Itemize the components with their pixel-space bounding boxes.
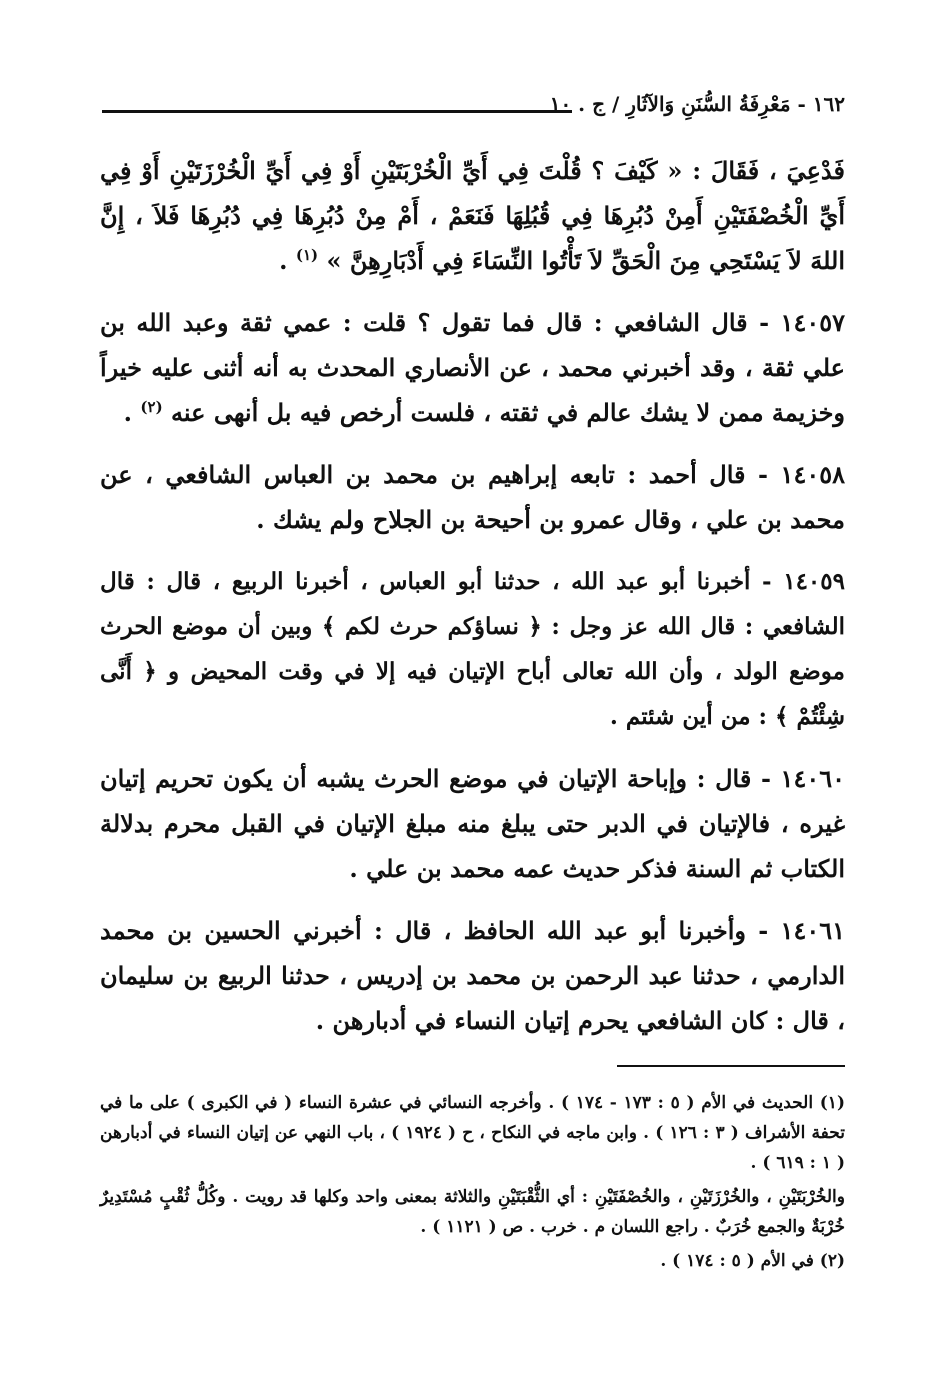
paragraph: [100, 300, 845, 435]
main-text: [100, 148, 845, 1060]
paragraph-tail: .: [123, 398, 141, 427]
footnote: (١) الحديث في الأم ( ٥ : ١٧٣ - ١٧٤ ) . وأخرجه النسائي في عشرة النساء ( في الكبرى ) على ما في تحفة الأشراف ( ٣ : ١٢٦ ) . وابن ماجه في النكاح ، ح ( ١٩٢٤ ) ، باب النهي عن إتيان النساء في أدبارهن ( ١ : ٦١٩ ) .: [100, 1093, 845, 1173]
paragraph-text: فَدْعِيَ ، فَقَالَ : « كَيْفَ ؟ قُلْتَ فِي أَيِّ الْخُرْبَتَيْنِ أَوْ فِي أَيِّ الْخُرْزَتَيْنِ أَوْ فِي أَيِّ الْخُصْفَتَيْنِ أَمِنْ دُبُرِهَا فِي قُبُلِهَا فَنَعَمْ ، أَمْ مِنْ دُبُرِهَا فِي دُبُرِهَا فَلاَ ، إِنَّ اللهَ لاَ يَسْتَحِي مِنَ الْحَقِّ لاَ تَأْتُوا النِّسَاءَ فِي أَدْبَارِهِنَّ »: [100, 156, 845, 275]
paragraph: [100, 452, 845, 542]
footnote-rule: [617, 1065, 845, 1067]
paragraph-text: ١٤٠٦٠ - قال : وإباحة الإتيان في موضع الحرث يشبه أن يكون تحريم إتيان غيره ، فالإتيان في الدبر حتى يبلغ منه مبلغ الإتيان في القبل محرم بدلالة الكتاب ثم السنة فذكر حديث عمه محمد بن علي .: [100, 764, 845, 883]
paragraph: [100, 908, 845, 1043]
paragraph: [100, 148, 845, 283]
header-rule: [102, 110, 572, 113]
footnote: (٢) في الأم ( ٥ : ١٧٤ ) .: [660, 1251, 845, 1271]
paragraph: [100, 559, 845, 739]
paragraph-text: ١٤٠٦١ - وأخبرنا أبو عبد الله الحافظ ، قال : أخبرني الحسين بن محمد الدارمي ، حدثنا عبد الرحمن بن محمد بن إدريس ، حدثنا الربيع بن سليمان ، قال : كان الشافعي يحرم إتيان النساء في أدبارهن .: [100, 916, 845, 1035]
footnote-ref: (٢): [140, 398, 163, 416]
paragraph-text: ١٤٠٥٧ - قال الشافعي : قال فما تقول ؟ قلت : عمي ثقة وعبد الله بن علي ثقة ، وقد أخبرني محمد ، عن الأنصاري المحدث به أنه أثنى عليه خيراً وخزيمة ممن لا يشك عالم في ثقته ، فلست أرخص فيه بل أنهى عنه: [100, 308, 845, 427]
footnote-ref: (١): [295, 246, 319, 264]
paragraph-text: ١٤٠٥٩ - أخبرنا أبو عبد الله ، حدثنا أبو العباس ، أخبرنا الربيع ، قال : قال الشافعي : قال الله عز وجل : ﴿ نساؤكم حرث لكم ﴾ وبين أن موضع الحرث موضع الولد ، وأن الله تعالى أباح الإتيان فيه إلا في وقت المحيض و ﴿ أَنَّى شِئْتُمْ ﴾ : من أين شئتم .: [100, 568, 845, 730]
paragraph-text: ١٤٠٥٨ - قال أحمد : تابعه إبراهيم بن محمد بن العباس الشافعي ، عن محمد بن علي ، وقال عمرو بن أحيحة بن الجلاح ولم يشك .: [100, 460, 845, 534]
footnote: والخُرْبَتَيْنِ ، والخُرْزَتَيْنِ ، والخُصْفَتَيْنِ : أي الثُّقْبَتَيْنِ والثلاثة بمعنى واحد وكلها قد رويت . وكُلُّ ثُقْبٍ مُسْتَدِيرٌ خُرْبَةٌ والجمع خُرَبٌ . راجع اللسان م . خرب . ص ( ١١٢١ ) .: [100, 1187, 845, 1237]
paragraph-tail: .: [279, 246, 296, 275]
running-head: ١٦٢ - مَعْرِفَةُ السُّنَنِ وَالآثَارِ / ج . ١٠: [549, 92, 845, 116]
footnotes: [100, 1088, 845, 1280]
book-page: [100, 70, 845, 1340]
paragraph: [100, 756, 845, 891]
